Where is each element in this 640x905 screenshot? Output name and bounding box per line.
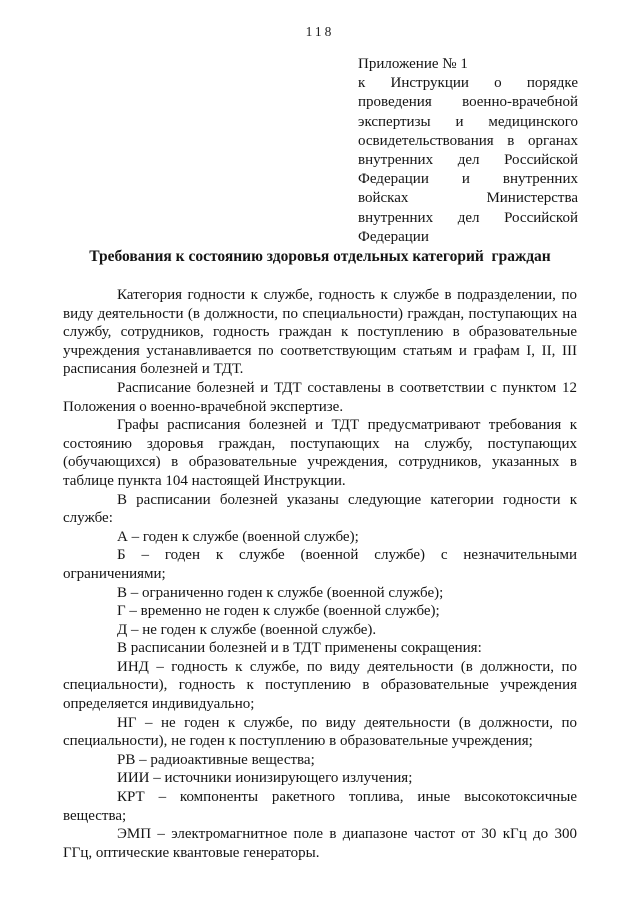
paragraph: В расписании болезней указаны следующие категории годности к службе: [63, 491, 577, 527]
paragraph: ИНД – годность к службе, по виду деятельности (в должности, по специальности), годность к поступлению в образовательные учреждения определяется индивидуально; [63, 658, 577, 713]
appendix-reference-block [358, 55, 578, 247]
appendix-line: Приложение № 1 [358, 56, 468, 72]
appendix-line: к Инструкции о порядке [358, 75, 578, 92]
paragraph: В – ограниченно годен к службе (военной службе); [117, 584, 444, 601]
paragraph: НГ – не годен к службе, по виду деятельности (в должности, по специальности), не годен к поступлению в образовательные учреждения; [63, 714, 577, 750]
paragraph: Г – временно не годен к службе (военной службе); [117, 603, 440, 620]
appendix-line: экспертизы и медицинского [358, 113, 578, 130]
paragraph: А – годен к службе (военной службе); [117, 528, 359, 545]
appendix-line: внутренних дел Российской [358, 152, 578, 169]
paragraph: Б – годен к службе (военной службе) с незначительными ограничениями; [63, 547, 577, 582]
page-number: 118 [305, 24, 335, 39]
appendix-line: внутренних дел Российской [358, 209, 578, 226]
paragraph: Категория годности к службе, годность к службе в подразделении, по виду деятельности (в должности, по специальности) граждан, поступающих на службу, сотрудников, годность граждан к поступлению в образовательные учреждения устанавливается по соответствующим статьям и графам I, II, III расписания болезней и ТДТ. [63, 287, 577, 378]
paragraph: РВ – радиоактивные вещества; [117, 751, 315, 768]
paragraph: Расписание болезней и ТДТ составлены в соответствии с пунктом 12 Положения о военно-врачебной экспертизе. [63, 379, 577, 415]
appendix-line: освидетельствования в органах [358, 132, 578, 149]
document-title: Требования к состоянию здоровья отдельных категорий граждан [89, 248, 551, 265]
paragraph: ЭМП – электромагнитное поле в диапазоне частот от 30 кГц до 300 ГГц, оптические квантовые генераторы. [63, 826, 577, 861]
paragraph: ИИИ – источники ионизирующего излучения; [117, 770, 413, 787]
appendix-line: Федерации [358, 228, 429, 245]
paragraph: КРТ – компоненты ракетного топлива, иные высокотоксичные вещества; [63, 789, 577, 824]
appendix-line: войсках Министерства [358, 190, 578, 207]
paragraph: В расписании болезней и в ТДТ применены сокращения: [117, 640, 482, 657]
paragraph: Графы расписания болезней и ТДТ предусматривают требования к состоянию здоровья граждан, поступающих на службу, поступающих (обучающихся) в образовательные учреждения, сотрудников, указанных в таблице пункта 104 настоящей Инструкции. [63, 417, 577, 489]
appendix-line: проведения военно-врачебной [358, 94, 578, 111]
appendix-line: Федерации и внутренних [358, 171, 578, 188]
document-body [63, 286, 577, 862]
paragraph: Д – не годен к службе (военной службе). [117, 621, 377, 638]
